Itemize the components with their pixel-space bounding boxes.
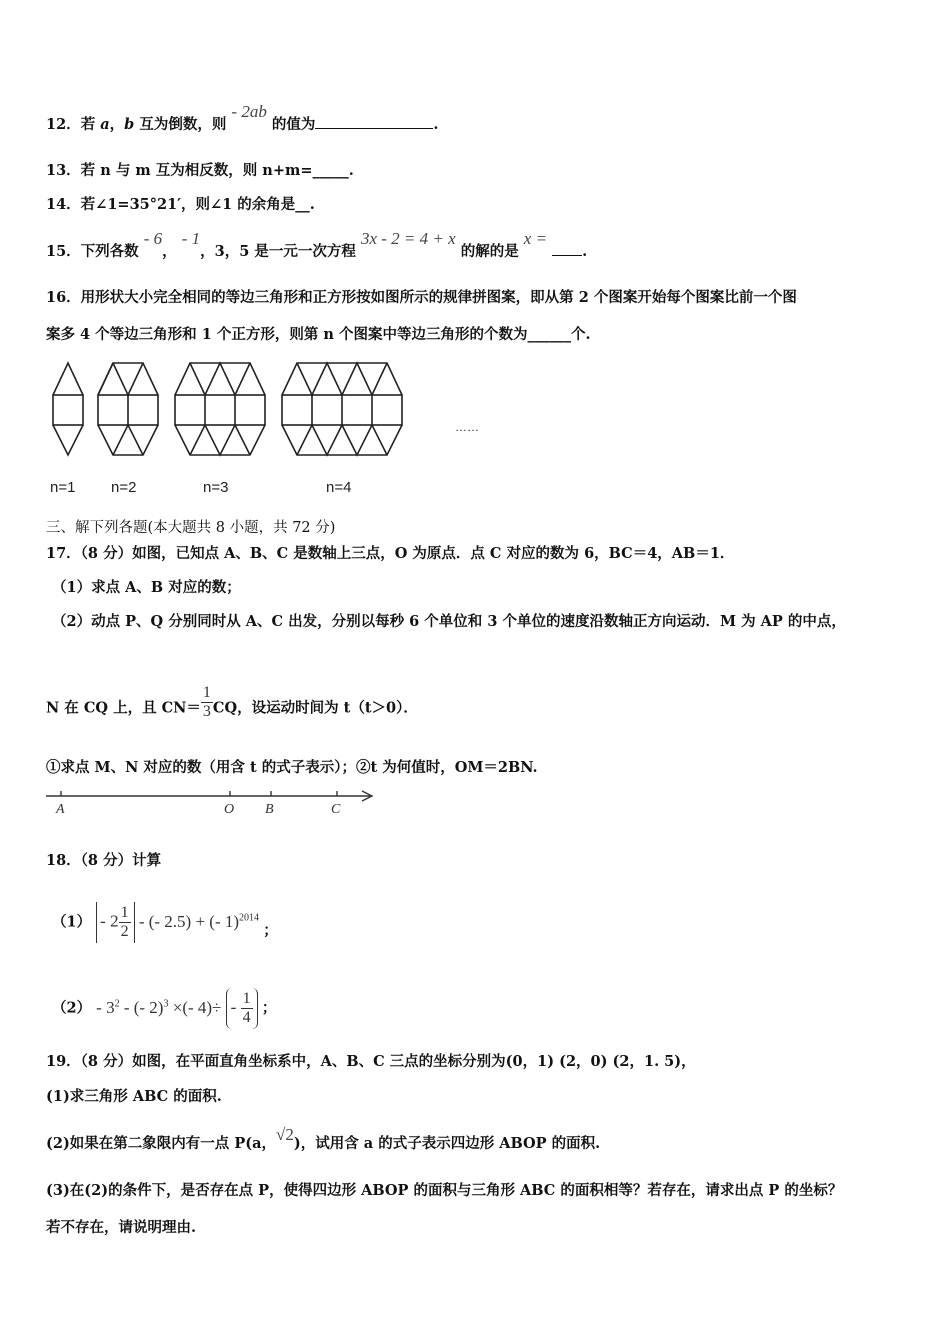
q12-number: 12． xyxy=(46,116,81,133)
q18-p2-num: 1 xyxy=(242,990,251,1008)
q12-text-a: 若 xyxy=(80,116,101,133)
question-16-line-2: 案多 4 个等边三角形和 1 个正方形，则第 n 个图案中等边三角形的个数为______个. xyxy=(46,326,591,343)
question-17-part-2: （2）动点 P、Q 分别同时从 A、C 出发，分别以每秒 6 个单位和 3 个单位的速度沿数轴正方向运动．M 为 AP 的中点， xyxy=(52,613,846,630)
question-18-part-1 xyxy=(52,896,278,945)
q18-p1-num: 1 xyxy=(120,904,129,922)
q18-p1-den: 2 xyxy=(120,923,129,941)
question-19-line-1: 19．（8 分）如图，在平面直角坐标系中，A、B、C 三点的坐标分别为(0，1) (2，0) (2，1. 5)， xyxy=(46,1053,696,1070)
q15-value-1: - 6 xyxy=(143,229,163,248)
q18-p2-term-b: - (- 2) xyxy=(119,997,164,1017)
label-n1: n=1 xyxy=(50,479,76,496)
question-18-part-2 xyxy=(52,982,276,1031)
question-19-line-5: 若不存在，请说明理由. xyxy=(46,1219,197,1236)
question-19-part-2 xyxy=(46,1125,601,1154)
question-19-part-1: (1)求三角形 ABC 的面积. xyxy=(46,1088,222,1105)
q15-text-b: ，3，5 是一元一次方程 xyxy=(200,243,356,260)
question-16-line-1: 16．用形状大小完全相同的等边三角形和正方形按如图所示的规律拼图案，即从第 2 个图案开始每个图案比前一个图 xyxy=(46,289,797,306)
q18-p2-exp-b: 3 xyxy=(163,998,169,1009)
q18-p1-abs-int: - 2 xyxy=(100,911,119,931)
question-17-line-4 xyxy=(46,684,418,727)
pattern-n4 xyxy=(282,363,402,455)
question-17-line-1: 17．（8 分）如图，已知点 A、B、C 是数轴上三点，O 为原点．点 C 对应的数为 6，BC＝4，AB＝1． xyxy=(46,545,735,562)
q15-equation: 3x - 2 = 4 + x xyxy=(360,229,456,248)
label-n4: n=4 xyxy=(326,479,352,496)
q15-x-equals: x = xyxy=(523,229,548,248)
q12-expression: - 2ab xyxy=(231,102,267,121)
q18-p2-sign: - xyxy=(230,997,237,1017)
question-14: 14．若∠1=35°21′，则∠1 的余角是__. xyxy=(46,196,315,213)
pattern-n2 xyxy=(98,363,158,455)
q15-number: 15． xyxy=(46,243,81,260)
q17-frac-den: 3 xyxy=(202,703,211,720)
q19-p2-text-b: )，试用含 a 的式子表示四边形 ABOP 的面积. xyxy=(293,1135,601,1152)
q18-p1-end: ； xyxy=(263,921,278,939)
q18-p1-expression xyxy=(96,904,263,941)
q18-p2-expression xyxy=(96,990,262,1027)
q18-p2-term-a: - 3 xyxy=(96,997,115,1017)
q12-var-a: a xyxy=(100,116,110,133)
axis-label-c: C xyxy=(331,802,341,817)
q12-text-c: 的值为 xyxy=(271,116,316,133)
q17-cn-text: N 在 CQ 上，且 CN＝ xyxy=(46,699,201,717)
q17-cq-text: CQ，设运动时间为 t（t＞0）． xyxy=(212,699,418,717)
q15-answer-blank xyxy=(552,241,582,256)
pattern-figure xyxy=(40,355,500,470)
question-13: 13．若 n 与 m 互为相反数，则 n+m=_____. xyxy=(46,162,354,179)
question-17-line-5: ①求点 M、N 对应的数（用含 t 的式子表示）；②t 为何值时，OM＝2BN. xyxy=(46,759,538,776)
q18-p2-end: ； xyxy=(261,999,277,1017)
q18-p1-label: （1） xyxy=(52,913,92,931)
axis-label-o: O xyxy=(224,802,235,817)
pattern-n1 xyxy=(53,363,83,455)
q18-p1-rest: - (- 2.5) + (- 1) xyxy=(138,911,240,931)
q12-answer-blank xyxy=(315,114,433,129)
q18-p2-exp-a: 2 xyxy=(114,998,120,1009)
q18-p2-paren xyxy=(226,988,258,1029)
q18-p1-exponent: 2014 xyxy=(239,912,260,923)
q15-value-2: - 1 xyxy=(181,229,201,248)
q18-p2-term-c: ×(- 4)÷ xyxy=(168,997,222,1017)
question-12 xyxy=(46,102,439,135)
q15-comma: ， xyxy=(162,243,177,260)
question-18-title: 18．（8 分）计算 xyxy=(46,852,162,869)
q15-text-c: 的解的是 xyxy=(460,243,519,260)
label-n3: n=3 xyxy=(203,479,229,496)
q15-text-a: 下列各数 xyxy=(80,243,139,260)
label-n2: n=2 xyxy=(111,479,137,496)
axis-label-a: A xyxy=(56,802,65,817)
q12-end: . xyxy=(433,116,439,133)
q19-p2-text-a: (2)如果在第二象限内有一点 P(a， xyxy=(46,1135,277,1152)
q18-p1-frac xyxy=(119,904,131,941)
continuation-dots: …… xyxy=(455,420,479,434)
q18-p2-label: （2） xyxy=(52,999,92,1017)
q15-end: . xyxy=(582,243,588,260)
q12-text-b: 互为倒数，则 xyxy=(134,116,227,133)
question-19-part-3: (3)在(2)的条件下，是否存在点 P，使得四边形 ABOP 的面积与三角形 ABC 的面积相等？若存在，请求出点 P 的坐标？ xyxy=(46,1182,843,1199)
q18-p2-frac xyxy=(241,990,253,1027)
number-line xyxy=(44,786,379,818)
question-15 xyxy=(46,229,588,262)
pattern-n3 xyxy=(175,363,265,455)
question-17-part-1: （1）求点 A、B 对应的数； xyxy=(52,579,241,596)
q12-sep: ， xyxy=(109,116,125,133)
q17-fraction-one-third xyxy=(201,684,213,721)
q12-var-b: b xyxy=(124,116,135,133)
section-3-title: 三、解下列各题(本大题共 8 小题，共 72 分) xyxy=(46,520,336,536)
q19-sqrt-two: √2 xyxy=(276,1125,294,1144)
axis-label-b: B xyxy=(265,802,274,817)
q18-p1-abs xyxy=(96,902,134,943)
q17-frac-num: 1 xyxy=(202,684,211,701)
q18-p2-den: 4 xyxy=(242,1009,251,1027)
